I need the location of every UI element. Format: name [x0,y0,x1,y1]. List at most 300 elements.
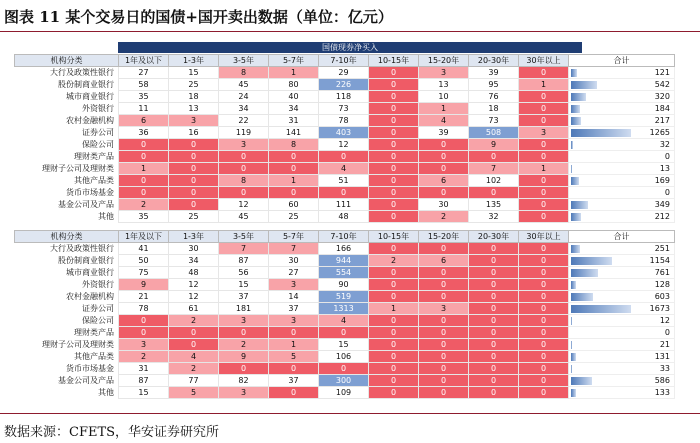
total-bar [571,201,588,209]
total-cell [569,255,675,267]
value-cell: 0 [469,243,519,255]
value-cell: 35 [119,211,169,223]
total-value: 1154 [649,256,670,265]
total-cell [569,363,675,375]
value-cell: 0 [469,279,519,291]
value-cell: 0 [269,387,319,399]
value-cell: 3 [419,67,469,79]
column-header: 3-5年 [219,231,269,243]
total-bar [571,365,572,373]
value-cell: 0 [369,387,419,399]
value-cell: 0 [319,187,369,199]
row-label: 城市商业银行 [66,268,114,277]
value-cell: 0 [469,291,519,303]
row-label: 股份制商业银行 [58,80,114,89]
row-label: 货币市场基金 [66,364,114,373]
row-label: 保险公司 [82,316,114,325]
value-cell: 166 [319,243,369,255]
value-cell: 7 [219,243,269,255]
value-cell: 5 [269,351,319,363]
value-cell: 0 [169,175,219,187]
source-divider [0,413,700,414]
total-bar [571,177,579,185]
total-bar [571,317,572,325]
value-cell: 1 [269,67,319,79]
value-cell: 0 [519,375,569,387]
total-value: 542 [654,80,670,89]
total-bar [571,257,612,265]
total-value: 0 [664,188,670,197]
value-cell: 18 [169,91,219,103]
value-cell: 27 [119,67,169,79]
value-cell: 0 [519,255,569,267]
value-cell: 0 [519,115,569,127]
value-cell: 0 [419,375,469,387]
value-cell: 48 [169,267,219,279]
value-cell: 0 [519,103,569,115]
value-cell: 0 [269,187,319,199]
table-row [15,139,675,151]
value-cell: 30 [419,199,469,211]
value-cell: 0 [369,243,419,255]
value-cell: 3 [419,303,469,315]
value-cell: 403 [319,127,369,139]
value-cell: 0 [469,339,519,351]
value-cell: 13 [419,79,469,91]
value-cell: 2 [169,363,219,375]
value-cell: 0 [519,175,569,187]
value-cell: 6 [419,255,469,267]
value-cell: 8 [269,139,319,151]
value-cell: 0 [269,327,319,339]
total-bar [571,305,631,313]
value-cell: 1 [269,175,319,187]
value-cell: 0 [419,151,469,163]
value-cell: 3 [219,315,269,327]
row-label: 农村金融机构 [66,292,114,301]
table-row [15,187,675,199]
total-value: 33 [659,364,670,373]
row-label: 股份制商业银行 [58,256,114,265]
value-cell: 0 [419,327,469,339]
value-cell: 0 [519,211,569,223]
value-cell: 34 [269,103,319,115]
value-cell: 90 [319,279,369,291]
total-value: 0 [664,152,670,161]
value-cell: 12 [169,291,219,303]
value-cell: 0 [369,375,419,387]
value-cell: 0 [369,187,419,199]
value-cell: 0 [519,387,569,399]
value-cell: 9 [469,139,519,151]
value-cell: 37 [269,375,319,387]
row-label: 货币市场基金 [66,188,114,197]
value-cell: 1 [369,303,419,315]
value-cell: 135 [469,199,519,211]
value-cell: 51 [319,175,369,187]
value-cell: 34 [169,255,219,267]
value-cell: 0 [519,139,569,151]
table-row [15,363,675,375]
value-cell: 0 [419,187,469,199]
value-cell: 0 [119,187,169,199]
value-cell: 300 [319,375,369,387]
total-bar [571,389,576,397]
total-value: 586 [654,376,670,385]
value-cell: 181 [219,303,269,315]
value-cell: 0 [319,327,369,339]
value-cell: 5 [169,387,219,399]
column-header: 15-20年 [419,231,469,243]
total-cell [569,211,675,223]
total-value: 13 [659,164,670,173]
value-cell: 0 [369,267,419,279]
column-header: 机构分类 [15,231,119,243]
total-bar [571,105,580,113]
table-row [15,151,675,163]
row-label: 外资银行 [82,104,114,113]
value-cell: 0 [419,387,469,399]
value-cell: 8 [219,175,269,187]
value-cell: 6 [119,115,169,127]
value-cell: 0 [519,151,569,163]
value-cell: 50 [119,255,169,267]
value-cell: 39 [469,67,519,79]
value-cell: 554 [319,267,369,279]
value-cell: 8 [219,67,269,79]
value-cell: 0 [369,67,419,79]
value-cell: 73 [319,103,369,115]
value-cell: 16 [169,127,219,139]
value-cell: 15 [219,279,269,291]
value-cell: 40 [269,91,319,103]
value-cell: 109 [319,387,369,399]
total-cell [569,115,675,127]
value-cell: 0 [169,139,219,151]
value-cell: 0 [169,199,219,211]
table-row [15,375,675,387]
value-cell: 0 [369,199,419,211]
value-cell: 10 [419,91,469,103]
total-bar [571,245,580,253]
column-header: 1-3年 [169,231,219,243]
value-cell: 0 [469,267,519,279]
value-cell: 25 [269,211,319,223]
value-cell: 0 [419,243,469,255]
row-label: 大行及政策性银行 [50,68,114,78]
column-header: 30年以上 [519,231,569,243]
value-cell: 0 [519,279,569,291]
value-cell: 0 [519,351,569,363]
value-cell: 37 [219,291,269,303]
value-cell: 0 [369,79,419,91]
total-value: 217 [654,116,670,125]
total-value: 169 [654,176,670,185]
value-cell: 3 [169,115,219,127]
value-cell: 0 [519,243,569,255]
column-header: 合计 [569,55,675,67]
total-value: 0 [664,328,670,337]
value-cell: 0 [519,67,569,79]
column-header: 1-3年 [169,55,219,67]
value-cell: 0 [219,187,269,199]
value-cell: 0 [369,339,419,351]
column-header: 15-20年 [419,55,469,67]
total-cell [569,199,675,211]
table-row [15,339,675,351]
value-cell: 0 [369,91,419,103]
value-cell: 111 [319,199,369,211]
column-header: 机构分类 [15,55,119,67]
total-value: 131 [654,352,670,361]
row-label: 保险公司 [82,140,114,149]
total-bar [571,213,581,221]
row-label: 证券公司 [82,304,114,313]
value-cell: 2 [369,255,419,267]
column-header: 30年以上 [519,55,569,67]
value-cell: 0 [469,387,519,399]
total-cell [569,291,675,303]
value-cell: 0 [469,255,519,267]
value-cell: 119 [219,127,269,139]
value-cell: 0 [219,163,269,175]
table-row [15,327,675,339]
total-cell [569,303,675,315]
value-cell: 0 [369,363,419,375]
value-cell: 0 [419,363,469,375]
table-row [15,115,675,127]
total-value: 603 [654,292,670,301]
total-value: 133 [654,388,670,397]
value-cell: 31 [119,363,169,375]
value-cell: 3 [119,339,169,351]
column-header: 20-30年 [469,231,519,243]
value-cell: 58 [119,79,169,91]
value-cell: 1 [519,79,569,91]
table-row [15,103,675,115]
table-row [15,127,675,139]
value-cell: 3 [519,127,569,139]
value-cell: 12 [319,139,369,151]
value-cell: 0 [369,315,419,327]
table-row [15,315,675,327]
row-label: 城市商业银行 [66,92,114,101]
row-label: 其他产品类 [74,352,114,361]
value-cell: 6 [419,175,469,187]
value-cell: 0 [469,187,519,199]
value-cell: 39 [419,127,469,139]
value-cell: 0 [169,187,219,199]
value-cell: 0 [219,327,269,339]
value-cell: 82 [219,375,269,387]
value-cell: 12 [169,279,219,291]
total-cell [569,339,675,351]
value-cell: 0 [369,103,419,115]
value-cell: 226 [319,79,369,91]
value-cell: 0 [369,127,419,139]
value-cell: 3 [269,279,319,291]
value-cell: 102 [469,175,519,187]
total-value: 121 [654,68,670,77]
value-cell: 0 [469,327,519,339]
total-bar [571,377,592,385]
value-cell: 0 [519,187,569,199]
value-cell: 0 [419,267,469,279]
total-cell [569,187,675,199]
value-cell: 4 [419,115,469,127]
value-cell: 0 [269,163,319,175]
value-cell: 0 [469,363,519,375]
value-cell: 0 [369,151,419,163]
value-cell: 56 [219,267,269,279]
value-cell: 2 [219,339,269,351]
column-header: 10-15年 [369,231,419,243]
total-bar [571,341,572,349]
total-bar [571,69,577,77]
value-cell: 15 [169,67,219,79]
value-cell: 1 [419,103,469,115]
total-cell [569,127,675,139]
total-bar [571,81,597,89]
value-cell: 0 [369,327,419,339]
value-cell: 35 [119,91,169,103]
value-cell: 45 [219,211,269,223]
value-cell: 31 [269,115,319,127]
value-cell: 29 [319,67,369,79]
total-value: 12 [659,316,670,325]
value-cell: 15 [319,339,369,351]
table-row [15,303,675,315]
buy-table [14,54,675,223]
value-cell: 0 [369,211,419,223]
value-cell: 0 [469,315,519,327]
value-cell: 0 [369,279,419,291]
total-bar [571,165,572,173]
value-cell: 78 [119,303,169,315]
value-cell: 73 [469,115,519,127]
value-cell: 25 [169,79,219,91]
total-value: 349 [654,200,670,209]
table-row [15,199,675,211]
table-row [15,279,675,291]
value-cell: 0 [469,351,519,363]
row-label: 农村金融机构 [66,116,114,125]
value-cell: 9 [119,279,169,291]
total-value: 32 [659,140,670,149]
total-value: 251 [654,244,670,253]
value-cell: 12 [219,199,269,211]
value-cell: 30 [169,243,219,255]
value-cell: 75 [119,267,169,279]
value-cell: 118 [319,91,369,103]
value-cell: 0 [469,151,519,163]
value-cell: 0 [519,327,569,339]
table-row [15,211,675,223]
value-cell: 22 [219,115,269,127]
value-cell: 0 [519,267,569,279]
total-cell [569,163,675,175]
value-cell: 0 [369,351,419,363]
value-cell: 944 [319,255,369,267]
value-cell: 0 [419,163,469,175]
column-header: 1年及以下 [119,55,169,67]
value-cell: 36 [119,127,169,139]
value-cell: 0 [219,363,269,375]
value-cell: 0 [169,339,219,351]
value-cell: 0 [119,315,169,327]
value-cell: 141 [269,127,319,139]
value-cell: 519 [319,291,369,303]
value-cell: 30 [269,255,319,267]
value-cell: 27 [269,267,319,279]
value-cell: 0 [469,303,519,315]
value-cell: 77 [169,375,219,387]
row-label: 基金公司及产品 [58,376,114,385]
table-banner: 国债现券净买入 [118,42,582,53]
total-bar [571,129,631,137]
value-cell: 3 [269,315,319,327]
row-label: 理财类产品 [74,152,114,161]
value-cell: 76 [469,91,519,103]
total-bar [571,293,593,301]
row-label: 理财类产品 [74,328,114,337]
total-cell [569,267,675,279]
value-cell: 2 [119,351,169,363]
value-cell: 9 [219,351,269,363]
total-bar [571,141,573,149]
value-cell: 0 [269,151,319,163]
value-cell: 78 [319,115,369,127]
table-row [15,291,675,303]
value-cell: 3 [219,139,269,151]
value-cell: 0 [519,303,569,315]
total-bar [571,353,576,361]
value-cell: 0 [369,115,419,127]
value-cell: 37 [269,303,319,315]
value-cell: 0 [419,351,469,363]
column-header: 7-10年 [319,55,369,67]
value-cell: 0 [519,291,569,303]
value-cell: 508 [469,127,519,139]
total-cell [569,279,675,291]
value-cell: 61 [169,303,219,315]
total-bar [571,281,576,289]
value-cell: 0 [419,279,469,291]
value-cell: 80 [269,79,319,91]
value-cell: 18 [469,103,519,115]
table-row [15,243,675,255]
row-label: 理财子公司及理财类 [42,340,114,349]
value-cell: 87 [219,255,269,267]
table-row [15,351,675,363]
value-cell: 2 [119,199,169,211]
value-cell: 0 [169,151,219,163]
value-cell: 0 [369,291,419,303]
value-cell: 0 [119,327,169,339]
value-cell: 45 [219,79,269,91]
total-cell [569,67,675,79]
value-cell: 4 [319,315,369,327]
value-cell: 0 [519,199,569,211]
value-cell: 1 [269,339,319,351]
column-header: 5-7年 [269,55,319,67]
value-cell: 11 [119,103,169,115]
figure-title: 图表 11 某个交易日的国债+国开卖出数据（单位：亿元） [4,8,393,26]
value-cell: 0 [369,175,419,187]
total-bar [571,269,598,277]
value-cell: 21 [119,291,169,303]
column-header: 合计 [569,231,675,243]
